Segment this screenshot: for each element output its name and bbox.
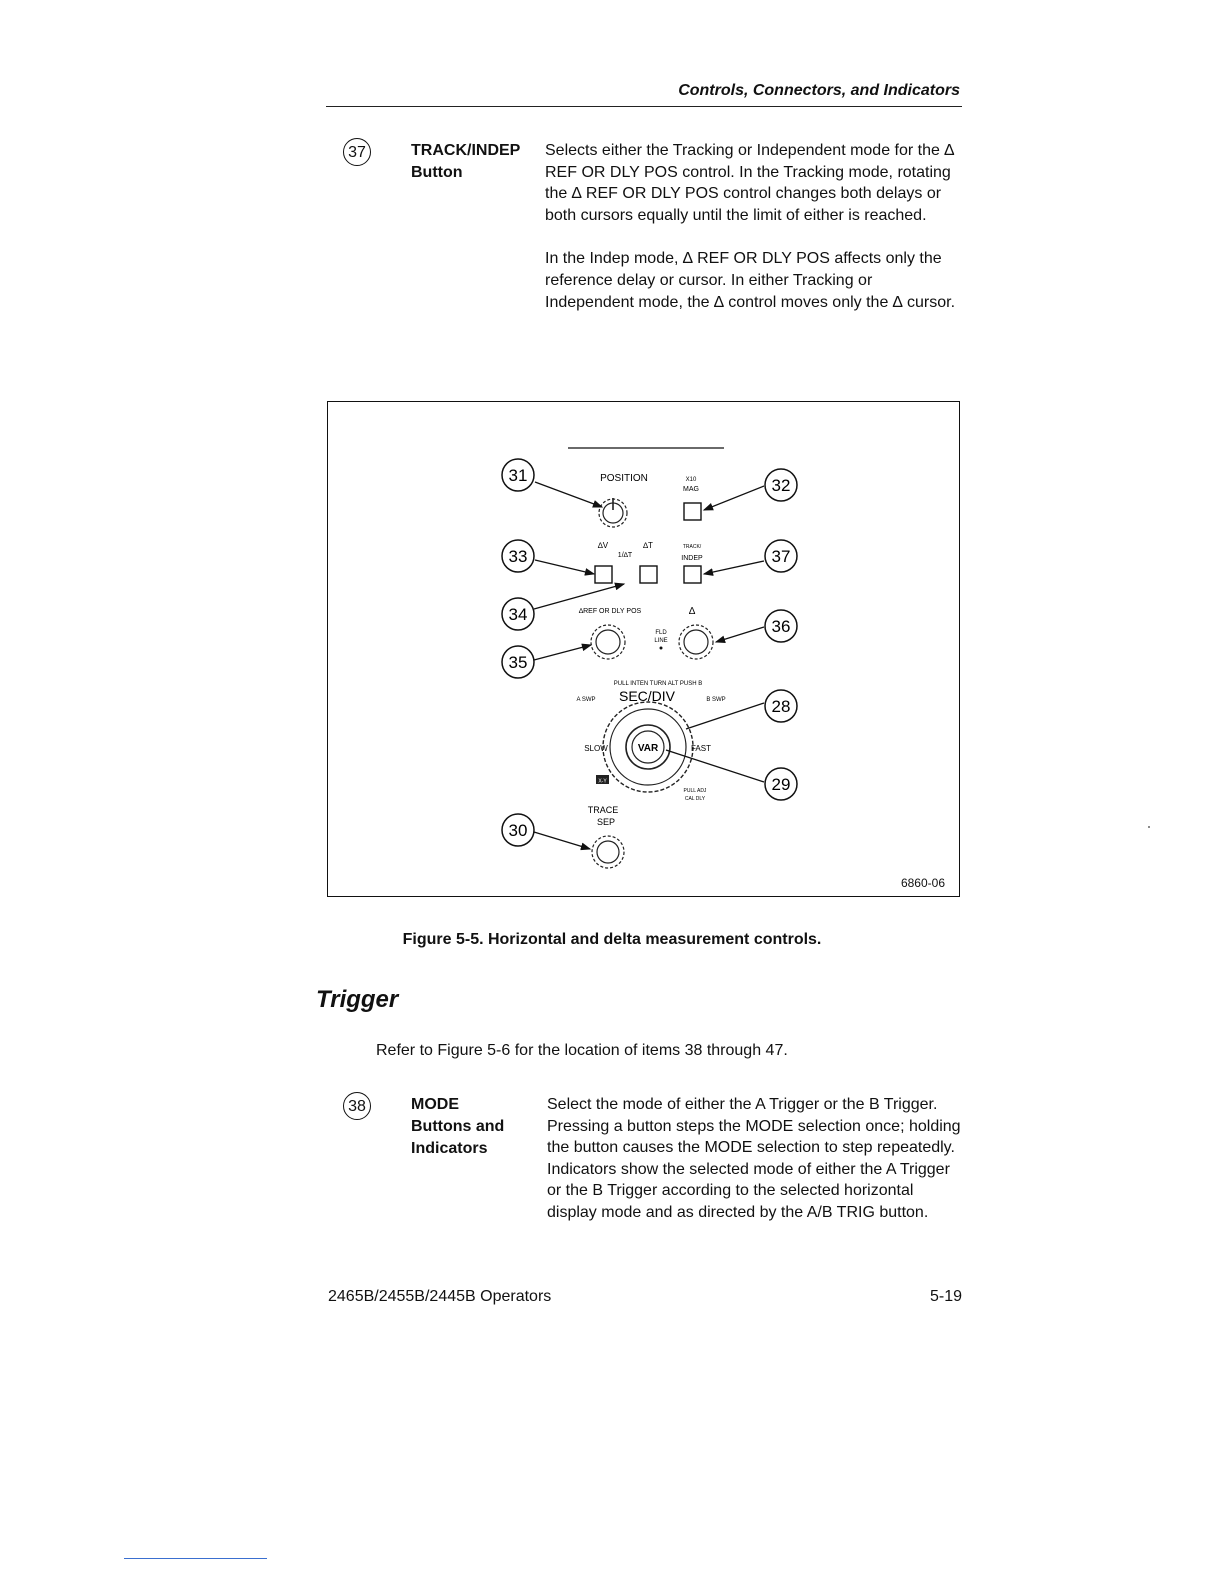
callout-36: 36 (771, 617, 791, 636)
footer-page-number: 5-19 (929, 1288, 962, 1305)
leader-30 (534, 832, 590, 849)
sep-label: SEP (596, 817, 616, 827)
xy-label: X-Y (598, 778, 607, 785)
leader-36 (716, 627, 764, 642)
indep-label: INDEP (681, 555, 703, 562)
delta-v-label: ∆V (597, 541, 609, 550)
item-description (547, 1094, 967, 1246)
delta-t-label: ∆T (643, 541, 653, 550)
slow-label: SLOW (584, 744, 608, 753)
header-rule (326, 106, 962, 107)
sec-div-label: SEC/DIV (618, 688, 676, 704)
leader-35 (534, 645, 591, 660)
callout-33: 33 (508, 547, 528, 566)
figure-id: 6860-06 (900, 876, 945, 890)
leader-37 (704, 561, 764, 574)
scan-artifact-line (124, 1558, 267, 1559)
delta-v-button (595, 566, 612, 583)
delta-t-button (640, 566, 657, 583)
paragraph: Selects either the Tracking or Independent mode for the ∆ REF OR DLY POS control. In the Tracking mode, rotating the ∆ REF OR DLY POS control changes both delays or both cursors equally until the limit of either is reached. (545, 142, 955, 224)
fld-label: FLD (655, 630, 667, 636)
callout-29: 29 (771, 775, 791, 794)
x10-label: X10 (685, 477, 697, 483)
fast-label: FAST (690, 744, 712, 753)
leader-32 (704, 486, 764, 510)
ref-dly-pos-label: ∆REF OR DLY POS (578, 608, 642, 615)
item-description (545, 140, 965, 335)
callout-30: 30 (508, 821, 528, 840)
running-header: Controls, Connectors, and Indicators (678, 82, 960, 99)
paragraph: Select the mode of either the A Trigger or the B Trigger. Pressing a button steps the MODE selection once; holding the button causes the MODE selection to step repeatedly. Indicators show the selected mode of either the A Trigger or the B Trigger according to the selected horizontal display mode and as directed by the A/B TRIG button. (547, 1096, 961, 1221)
callout-34: 34 (508, 605, 528, 624)
footer-manual-title: 2465B/2455B/2445B Operators (328, 1288, 552, 1305)
leader-28 (686, 703, 764, 729)
delta-knob-inner (684, 630, 708, 654)
cal-dly-label: CAL DLY (684, 796, 706, 802)
trace-label: TRACE (587, 805, 619, 815)
trace-sep-knob-inner (597, 841, 619, 863)
control-panel-diagram (328, 402, 961, 898)
delta-label: ∆ (688, 606, 696, 617)
item-term: TRACK/INDEP Button (411, 142, 521, 181)
section-intro: Refer to Figure 5-6 for the location of items 38 through 47. (376, 1042, 788, 1059)
leader-34 (534, 584, 624, 609)
figure-5-5 (327, 401, 960, 897)
pull-adj-label: PULL ADJ (683, 788, 707, 794)
mag-label: MAG (683, 486, 699, 493)
leader-31 (535, 482, 602, 507)
mag-button (684, 503, 701, 520)
item-number-badge: 37 (343, 138, 371, 166)
one-over-delta-t-label: 1/∆T (617, 552, 633, 559)
b-swp-label: B SWP (706, 697, 726, 703)
pull-inten-label: PULL INTEN TURN ALT PUSH B (613, 681, 703, 687)
track-indep-button (684, 566, 701, 583)
section-title: Trigger (316, 986, 399, 1013)
fld-line-indicator (660, 647, 663, 650)
callout-28: 28 (771, 697, 791, 716)
callout-35: 35 (508, 653, 528, 672)
item-number-badge: 38 (343, 1092, 371, 1120)
callout-37: 37 (771, 547, 791, 566)
a-swp-label: A SWP (576, 697, 596, 703)
callout-31: 31 (508, 466, 528, 485)
callout-32: 32 (771, 476, 791, 495)
line-label: LINE (654, 638, 668, 644)
track-label: TRACK/ (682, 544, 702, 550)
var-label: VAR (637, 743, 659, 754)
scan-speck (1148, 826, 1150, 828)
ref-dly-pos-knob-inner (596, 630, 620, 654)
item-term: MODE Buttons and Indicators (411, 1096, 505, 1157)
leader-33 (535, 560, 594, 574)
position-label: POSITION (600, 473, 648, 484)
figure-caption: Figure 5-5. Horizontal and delta measurement controls. (402, 931, 822, 948)
paragraph: In the Indep mode, ∆ REF OR DLY POS affects only the reference delay or cursor. In either Tracking or Independent mode, the ∆ control moves only the ∆ cursor. (545, 250, 956, 311)
